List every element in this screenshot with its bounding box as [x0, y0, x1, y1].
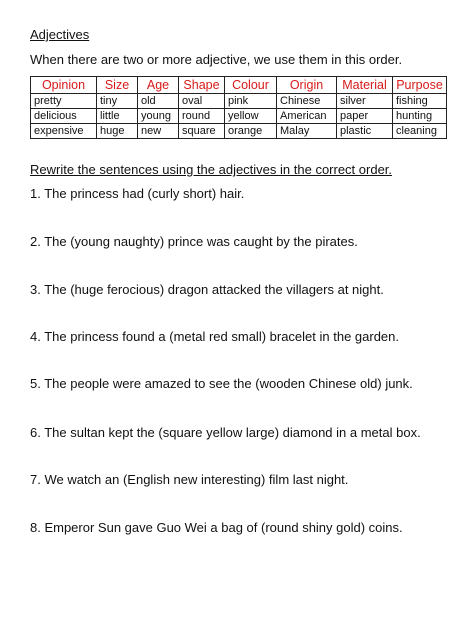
table-cell: hunting	[393, 109, 447, 124]
header-shape: Shape	[179, 77, 225, 94]
table-cell: pink	[225, 94, 277, 109]
table-cell: delicious	[31, 109, 97, 124]
table-header-row	[31, 77, 447, 94]
table-cell: American	[277, 109, 337, 124]
table-row	[31, 109, 447, 124]
table-cell: oval	[179, 94, 225, 109]
table-cell: new	[138, 124, 179, 139]
table-cell: paper	[337, 109, 393, 124]
header-age: Age	[138, 77, 179, 94]
table-row	[31, 94, 447, 109]
header-colour: Colour	[225, 77, 277, 94]
table-cell: tiny	[97, 94, 138, 109]
table-cell: fishing	[393, 94, 447, 109]
table-cell: yellow	[225, 109, 277, 124]
header-origin: Origin	[277, 77, 337, 94]
header-size: Size	[97, 77, 138, 94]
table-cell: Malay	[277, 124, 337, 139]
adjective-order-table	[30, 76, 447, 139]
sentence-2: 2. The (young naughty) prince was caught by the pirates.	[30, 234, 358, 249]
table-cell: round	[179, 109, 225, 124]
table-cell: young	[138, 109, 179, 124]
sentence-6: 6. The sultan kept the (square yellow large) diamond in a metal box.	[30, 425, 421, 440]
sentence-5: 5. The people were amazed to see the (wooden Chinese old) junk.	[30, 376, 413, 391]
table-cell: plastic	[337, 124, 393, 139]
worksheet-title: Adjectives	[30, 27, 90, 42]
sentence-3: 3. The (huge ferocious) dragon attacked the villagers at night.	[30, 282, 384, 297]
header-opinion: Opinion	[31, 77, 97, 94]
table-cell: huge	[97, 124, 138, 139]
table-cell: square	[179, 124, 225, 139]
table-cell: expensive	[31, 124, 97, 139]
table-cell: orange	[225, 124, 277, 139]
table-cell: pretty	[31, 94, 97, 109]
header-purpose: Purpose	[393, 77, 447, 94]
table-cell: old	[138, 94, 179, 109]
sentence-1: 1. The princess had (curly short) hair.	[30, 186, 245, 201]
table-cell: Chinese	[277, 94, 337, 109]
sentence-8: 8. Emperor Sun gave Guo Wei a bag of (round shiny gold) coins.	[30, 520, 403, 535]
sentence-7: 7. We watch an (English new interesting) film last night.	[30, 472, 349, 487]
sentence-4: 4. The princess found a (metal red small) bracelet in the garden.	[30, 329, 400, 344]
table-cell: silver	[337, 94, 393, 109]
table-cell: cleaning	[393, 124, 447, 139]
instruction-text: Rewrite the sentences using the adjectives in the correct order.	[30, 162, 393, 177]
table-row	[31, 124, 447, 139]
table-cell: little	[97, 109, 138, 124]
intro-text: When there are two or more adjective, we use them in this order.	[30, 52, 403, 67]
header-material: Material	[337, 77, 393, 94]
